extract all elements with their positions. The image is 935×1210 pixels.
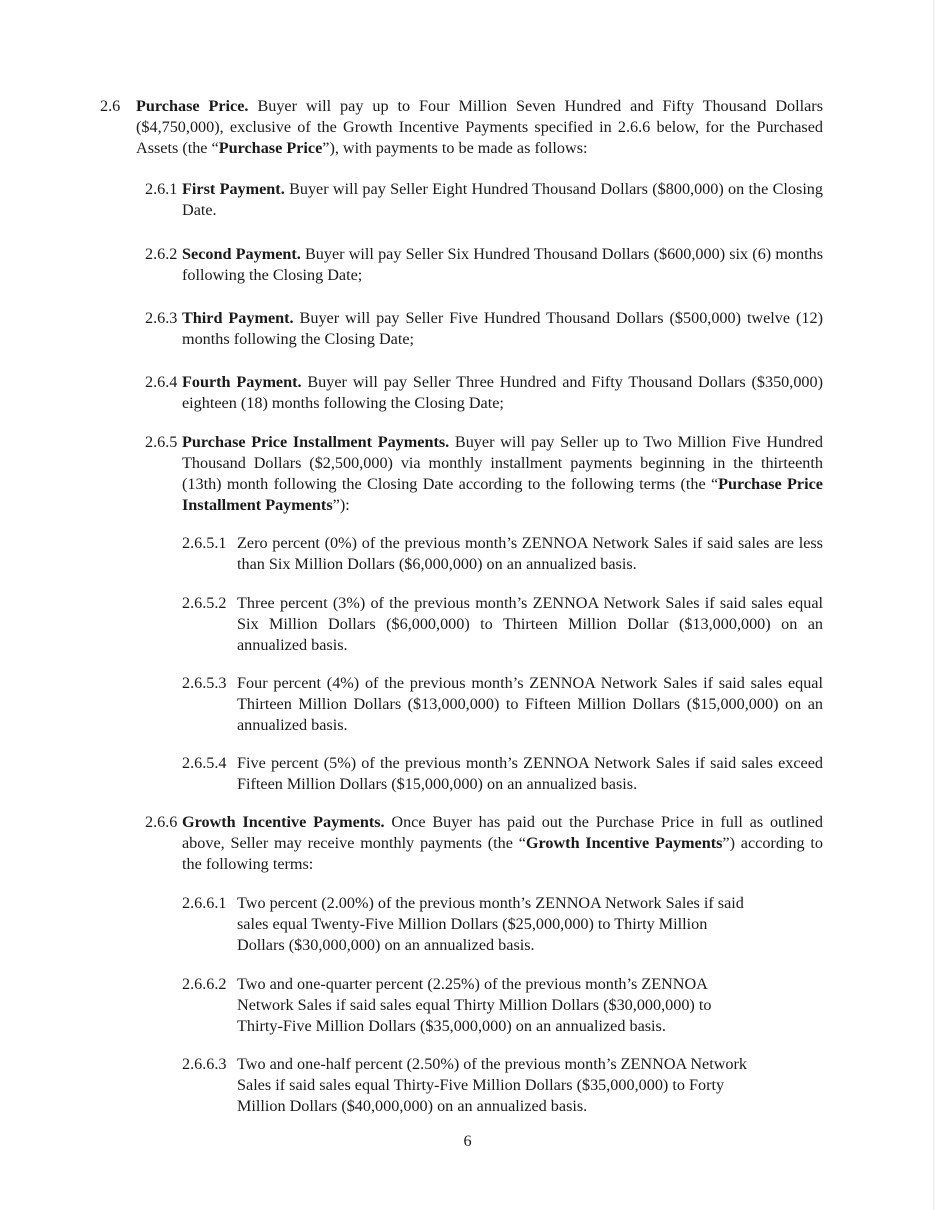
subitem-line: Two percent (2.00%) of the previous month’s ZENNOA Network Sales if said bbox=[237, 894, 744, 912]
item-number: 2.6.1 bbox=[145, 180, 178, 198]
item-text: Buyer will pay Seller Six Hundred Thousand Dollars ($600,000) six (6) months following the Closing Date; bbox=[182, 245, 824, 284]
defined-term: Purchase Price bbox=[218, 139, 323, 157]
item-text: Buyer will pay Seller Eight Hundred Thousand Dollars ($800,000) on the Closing Date. bbox=[182, 180, 823, 219]
subitem-line: Sales if said sales equal Thirty-Five Million Dollars ($35,000,000) to Forty bbox=[237, 1076, 725, 1094]
defined-term: Growth Incentive Payments bbox=[525, 834, 723, 852]
item-paragraph bbox=[182, 179, 823, 221]
subitem-line: sales equal Twenty-Five Million Dollars ($25,000,000) to Thirty Million bbox=[237, 915, 708, 933]
page-number: 6 bbox=[463, 1132, 472, 1150]
item-number: 2.6.4 bbox=[145, 373, 178, 391]
item-heading: Purchase Price Installment Payments. bbox=[182, 433, 450, 451]
subitem-text: Four percent (4%) of the previous month’s ZENNOA Network Sales if said sales equal Thirteen Million Dollars ($13,000,000) to Fifteen Million Dollars ($15,000,000) on an annualized basis. bbox=[237, 674, 823, 734]
item-heading: Fourth Payment. bbox=[182, 373, 302, 391]
subitem-line: Two and one-quarter percent (2.25%) of the previous month’s ZENNOA bbox=[237, 975, 708, 993]
subitem-paragraph bbox=[237, 673, 823, 736]
item-heading: First Payment. bbox=[182, 180, 285, 198]
item-text-end: ”): bbox=[332, 496, 350, 514]
subitem-number: 2.6.5.1 bbox=[182, 534, 227, 552]
subitem-number: 2.6.6.1 bbox=[182, 894, 227, 912]
subitem-number: 2.6.5.4 bbox=[182, 754, 227, 772]
section-paragraph bbox=[136, 96, 823, 159]
subitem-paragraph bbox=[237, 753, 823, 795]
growth-paragraph bbox=[182, 812, 823, 875]
item-text-end: ”) according to the following terms: bbox=[182, 834, 823, 873]
item-number: 2.6.3 bbox=[145, 309, 178, 327]
subitem-line: Thirty-Five Million Dollars ($35,000,000) on an annualized basis. bbox=[237, 1017, 666, 1035]
item-paragraph bbox=[182, 308, 823, 350]
subitem-number: 2.6.6.2 bbox=[182, 975, 227, 993]
item-text: Buyer will pay Seller up to Two Million Five Hundred Thousand Dollars ($2,500,000) via monthly installment payments beginning in the thirteenth (13th) month following the Closing Date according to the following terms (the “ bbox=[182, 433, 824, 493]
subitem-paragraph bbox=[237, 974, 827, 1037]
subitem-text: Five percent (5%) of the previous month’s ZENNOA Network Sales if said sales exceed Fifteen Million Dollars ($15,000,000) on an annualized basis. bbox=[237, 754, 823, 793]
installment-paragraph bbox=[182, 432, 823, 516]
subitem-paragraph bbox=[237, 593, 823, 656]
item-number: 2.6.2 bbox=[145, 245, 178, 263]
subitem-number: 2.6.5.2 bbox=[182, 594, 227, 612]
subitem-line: Two and one-half percent (2.50%) of the previous month’s ZENNOA Network bbox=[237, 1055, 747, 1073]
subitem-line: Network Sales if said sales equal Thirty Million Dollars ($30,000,000) to bbox=[237, 996, 712, 1014]
subitem-paragraph bbox=[237, 893, 827, 956]
item-heading: Growth Incentive Payments. bbox=[182, 813, 385, 831]
item-heading: Second Payment. bbox=[182, 245, 301, 263]
subitem-line: Million Dollars ($40,000,000) on an annualized basis. bbox=[237, 1097, 588, 1115]
section-number: 2.6 bbox=[100, 97, 121, 115]
section-text-end: ”), with payments to be made as follows: bbox=[322, 139, 588, 157]
subitem-paragraph bbox=[237, 1054, 827, 1117]
defined-term: Purchase Price Installment Payments bbox=[182, 475, 823, 514]
item-text: Buyer will pay Seller Three Hundred and Fifty Thousand Dollars ($350,000) eighteen (18) months following the Closing Date; bbox=[182, 373, 823, 412]
item-text: Buyer will pay Seller Five Hundred Thousand Dollars ($500,000) twelve (12) months following the Closing Date; bbox=[182, 309, 823, 348]
item-number: 2.6.5 bbox=[145, 433, 178, 451]
subitem-number: 2.6.5.3 bbox=[182, 674, 227, 692]
subitem-text: Three percent (3%) of the previous month’s ZENNOA Network Sales if said sales equal Six Million Dollars ($6,000,000) to Thirteen Million Dollar ($13,000,000) on an annualized basis. bbox=[237, 594, 823, 654]
item-heading: Third Payment. bbox=[182, 309, 294, 327]
section-text: Buyer will pay up to Four Million Seven Hundred and Fifty Thousand Dollars ($4,750,000), exclusive of the Growth Incentive Payments specified in 2.6.6 below, for the Purchased Assets (the “ bbox=[136, 97, 824, 157]
item-paragraph bbox=[182, 244, 823, 286]
item-paragraph bbox=[182, 372, 823, 414]
subitem-line: Dollars ($30,000,000) on an annualized basis. bbox=[237, 936, 535, 954]
item-number: 2.6.6 bbox=[145, 813, 178, 831]
item-text: Once Buyer has paid out the Purchase Price in full as outlined above, Seller may receive monthly payments (the “ bbox=[182, 813, 823, 852]
subitem-text: Zero percent (0%) of the previous month’s ZENNOA Network Sales if said sales are less than Six Million Dollars ($6,000,000) on an annualized basis. bbox=[237, 534, 823, 573]
subitem-number: 2.6.6.3 bbox=[182, 1055, 227, 1073]
subitem-paragraph bbox=[237, 533, 823, 575]
section-heading: Purchase Price. bbox=[136, 97, 249, 115]
